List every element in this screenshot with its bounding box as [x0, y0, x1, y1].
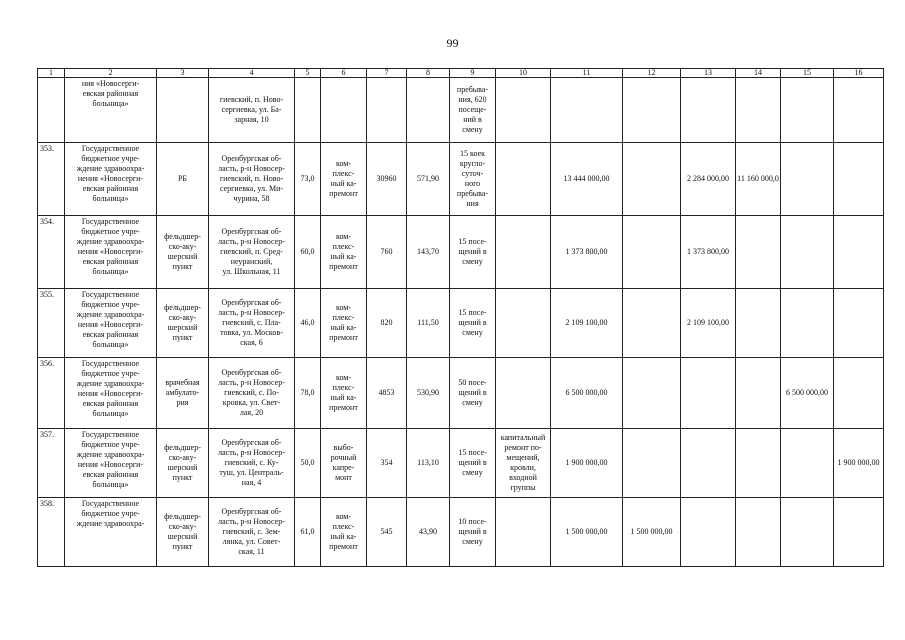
- table-cell: 113,10: [407, 429, 450, 498]
- table-cell: 1 900 000,00: [834, 429, 884, 498]
- table-cell: [736, 358, 781, 429]
- table-cell: Государственное бюджетное учре- ждение здравоохра- нения «Новосерги- евская районная больница»: [65, 429, 157, 498]
- table-cell: врачебная амбулато- рия: [157, 358, 209, 429]
- table-cell: [623, 78, 681, 143]
- table-cell: 2 109 100,00: [681, 289, 736, 358]
- table-row: [38, 78, 884, 143]
- column-header: 15: [781, 69, 834, 78]
- table-cell: [681, 358, 736, 429]
- table-cell: ком- плекс- ный ка- премонт: [321, 498, 367, 567]
- table-cell: [781, 498, 834, 567]
- table-cell: 545: [367, 498, 407, 567]
- column-header: 2: [65, 69, 157, 78]
- table-row: [38, 216, 884, 289]
- table-cell: 10 посе- щений в смену: [450, 498, 496, 567]
- table-cell: [781, 216, 834, 289]
- table-cell: [157, 78, 209, 143]
- table-cell: [623, 216, 681, 289]
- table-cell: 143,70: [407, 216, 450, 289]
- column-header: 1: [38, 69, 65, 78]
- table-cell: [834, 78, 884, 143]
- table-cell: 1 373 800,00: [681, 216, 736, 289]
- table-cell: [38, 78, 65, 143]
- table-cell: Государственное бюджетное учре- ждение здравоохра- нения «Новосерги- евская районная больница»: [65, 143, 157, 216]
- table-cell: 1 900 000,00: [551, 429, 623, 498]
- column-header: 11: [551, 69, 623, 78]
- table-cell: 530,90: [407, 358, 450, 429]
- table-cell: 820: [367, 289, 407, 358]
- table-cell: ком- плекс- ный ка- премонт: [321, 216, 367, 289]
- table-cell: 2 284 000,00: [681, 143, 736, 216]
- table-row: [38, 429, 884, 498]
- table-cell: [496, 358, 551, 429]
- column-header: 10: [496, 69, 551, 78]
- table-cell: [496, 498, 551, 567]
- column-header: 16: [834, 69, 884, 78]
- column-header: 8: [407, 69, 450, 78]
- table-cell: 50 посе- щений в смену: [450, 358, 496, 429]
- table-cell: [736, 216, 781, 289]
- table-cell: ком- плекс- ный ка- премонт: [321, 143, 367, 216]
- table-cell: [496, 216, 551, 289]
- table-cell: 357.: [38, 429, 65, 498]
- table-cell: Оренбургская об- ласть, р-н Новосер- гиевский, с. Пла- товка, ул. Москов- ская, 6: [209, 289, 295, 358]
- table-cell: фельдшер- ско-аку- шерский пункт: [157, 216, 209, 289]
- table-cell: [781, 429, 834, 498]
- column-header: 7: [367, 69, 407, 78]
- table-cell: 15 посе- щений в смену: [450, 429, 496, 498]
- table-row: [38, 498, 884, 567]
- table-cell: [781, 143, 834, 216]
- table-cell: 358.: [38, 498, 65, 567]
- table-cell: РБ: [157, 143, 209, 216]
- table-cell: 353.: [38, 143, 65, 216]
- table-cell: [681, 498, 736, 567]
- table-cell: ния «Новосерги- евская районная больница»: [65, 78, 157, 143]
- table-cell: [623, 429, 681, 498]
- table-cell: 355.: [38, 289, 65, 358]
- table-cell: фельдшер- ско-аку- шерский пункт: [157, 498, 209, 567]
- table-cell: [623, 289, 681, 358]
- table-cell: 1 373 800,00: [551, 216, 623, 289]
- table-cell: [781, 78, 834, 143]
- data-table: [37, 68, 884, 567]
- table-cell: 15 посе- щений в смену: [450, 289, 496, 358]
- table-cell: 354.: [38, 216, 65, 289]
- table-cell: [321, 78, 367, 143]
- column-header: 6: [321, 69, 367, 78]
- table-cell: 50,0: [295, 429, 321, 498]
- table-cell: [834, 358, 884, 429]
- table-cell: 4853: [367, 358, 407, 429]
- table-row: [38, 358, 884, 429]
- table-cell: [295, 78, 321, 143]
- table-row: [38, 143, 884, 216]
- table-cell: [367, 78, 407, 143]
- table-cell: фельдшер- ско-аку- шерский пункт: [157, 289, 209, 358]
- table-cell: Оренбургская об- ласть, р-н Новосер- гиевский, с. Ку- туш, ул. Централь- ная, 4: [209, 429, 295, 498]
- table-cell: [736, 78, 781, 143]
- table-cell: [551, 78, 623, 143]
- column-header: 9: [450, 69, 496, 78]
- table-cell: [496, 78, 551, 143]
- table-cell: выбо- рочный капре- монт: [321, 429, 367, 498]
- table-cell: 30960: [367, 143, 407, 216]
- table-cell: [834, 498, 884, 567]
- table-cell: 354: [367, 429, 407, 498]
- table-cell: гиевский, п. Ново- сергиевка, ул. Ба- зарная, 10: [209, 78, 295, 143]
- table-cell: 43,90: [407, 498, 450, 567]
- table-cell: Государственное бюджетное учре- ждение здравоохра- нения «Новосерги- евская районная больница»: [65, 216, 157, 289]
- table-cell: [407, 78, 450, 143]
- table-cell: ком- плекс- ный ка- премонт: [321, 289, 367, 358]
- table-cell: 760: [367, 216, 407, 289]
- column-header: 3: [157, 69, 209, 78]
- table-cell: 73,0: [295, 143, 321, 216]
- table-cell: 60,0: [295, 216, 321, 289]
- table-cell: 356.: [38, 358, 65, 429]
- table-cell: [681, 78, 736, 143]
- table-cell: ком- плекс- ный ка- премонт: [321, 358, 367, 429]
- table-cell: 61,0: [295, 498, 321, 567]
- table-cell: Государственное бюджетное учре- ждение здравоохра-: [65, 498, 157, 567]
- table-cell: 571,90: [407, 143, 450, 216]
- table-cell: 111,50: [407, 289, 450, 358]
- table-cell: Оренбургская об- ласть, р-н Новосер- гиевский, с. По- кровка, ул. Свет- лая, 20: [209, 358, 295, 429]
- table-cell: пребыва- ния, 620 посеще- ний в смену: [450, 78, 496, 143]
- table-cell: [834, 216, 884, 289]
- table-cell: 6 500 000,00: [781, 358, 834, 429]
- table-cell: 6 500 000,00: [551, 358, 623, 429]
- table-cell: Оренбургская об- ласть, р-н Новосер- гиевский, с. Зем- лянка, ул. Совет- ская, 11: [209, 498, 295, 567]
- table-cell: 78,0: [295, 358, 321, 429]
- table-cell: [781, 289, 834, 358]
- table-cell: 15 посе- щений в смену: [450, 216, 496, 289]
- table-cell: фельдшер- ско-аку- шерский пункт: [157, 429, 209, 498]
- table-cell: Государственное бюджетное учре- ждение здравоохра- нения «Новосерги- евская районная больница»: [65, 358, 157, 429]
- table-cell: [736, 498, 781, 567]
- column-header: 4: [209, 69, 295, 78]
- table-cell: 1 500 000,00: [551, 498, 623, 567]
- table-cell: Государственное бюджетное учре- ждение здравоохра- нения «Новосерги- евская районная больница»: [65, 289, 157, 358]
- table-cell: [834, 289, 884, 358]
- table-cell: [681, 429, 736, 498]
- table-cell: капитальный ремонт по- мещений, кровли, входной группы: [496, 429, 551, 498]
- table-cell: Оренбургская об- ласть, р-н Новосер- гиевский, п. Ново- сергиевка, ул. Ми- чурина, 58: [209, 143, 295, 216]
- column-header: 5: [295, 69, 321, 78]
- column-header: 14: [736, 69, 781, 78]
- table-cell: 2 109 100,00: [551, 289, 623, 358]
- table-cell: 1 500 000,00: [623, 498, 681, 567]
- column-header: 12: [623, 69, 681, 78]
- table-cell: 13 444 000,00: [551, 143, 623, 216]
- table-cell: [736, 429, 781, 498]
- table-cell: [736, 289, 781, 358]
- page-number: 99: [446, 36, 459, 50]
- table-cell: 11 160 000,0: [736, 143, 781, 216]
- table-cell: [834, 143, 884, 216]
- table-cell: Оренбургская об- ласть, р-н Новосер- гиевский, п. Сред- неуранский, ул. Школьная, 11: [209, 216, 295, 289]
- table-cell: [623, 143, 681, 216]
- table-cell: 15 коек кругло- суточ- ного пребыва- ния: [450, 143, 496, 216]
- header-row: [38, 69, 884, 78]
- table-cell: [623, 358, 681, 429]
- table-cell: [496, 289, 551, 358]
- column-header: 13: [681, 69, 736, 78]
- table-cell: [496, 143, 551, 216]
- table-row: [38, 289, 884, 358]
- table-cell: 46,0: [295, 289, 321, 358]
